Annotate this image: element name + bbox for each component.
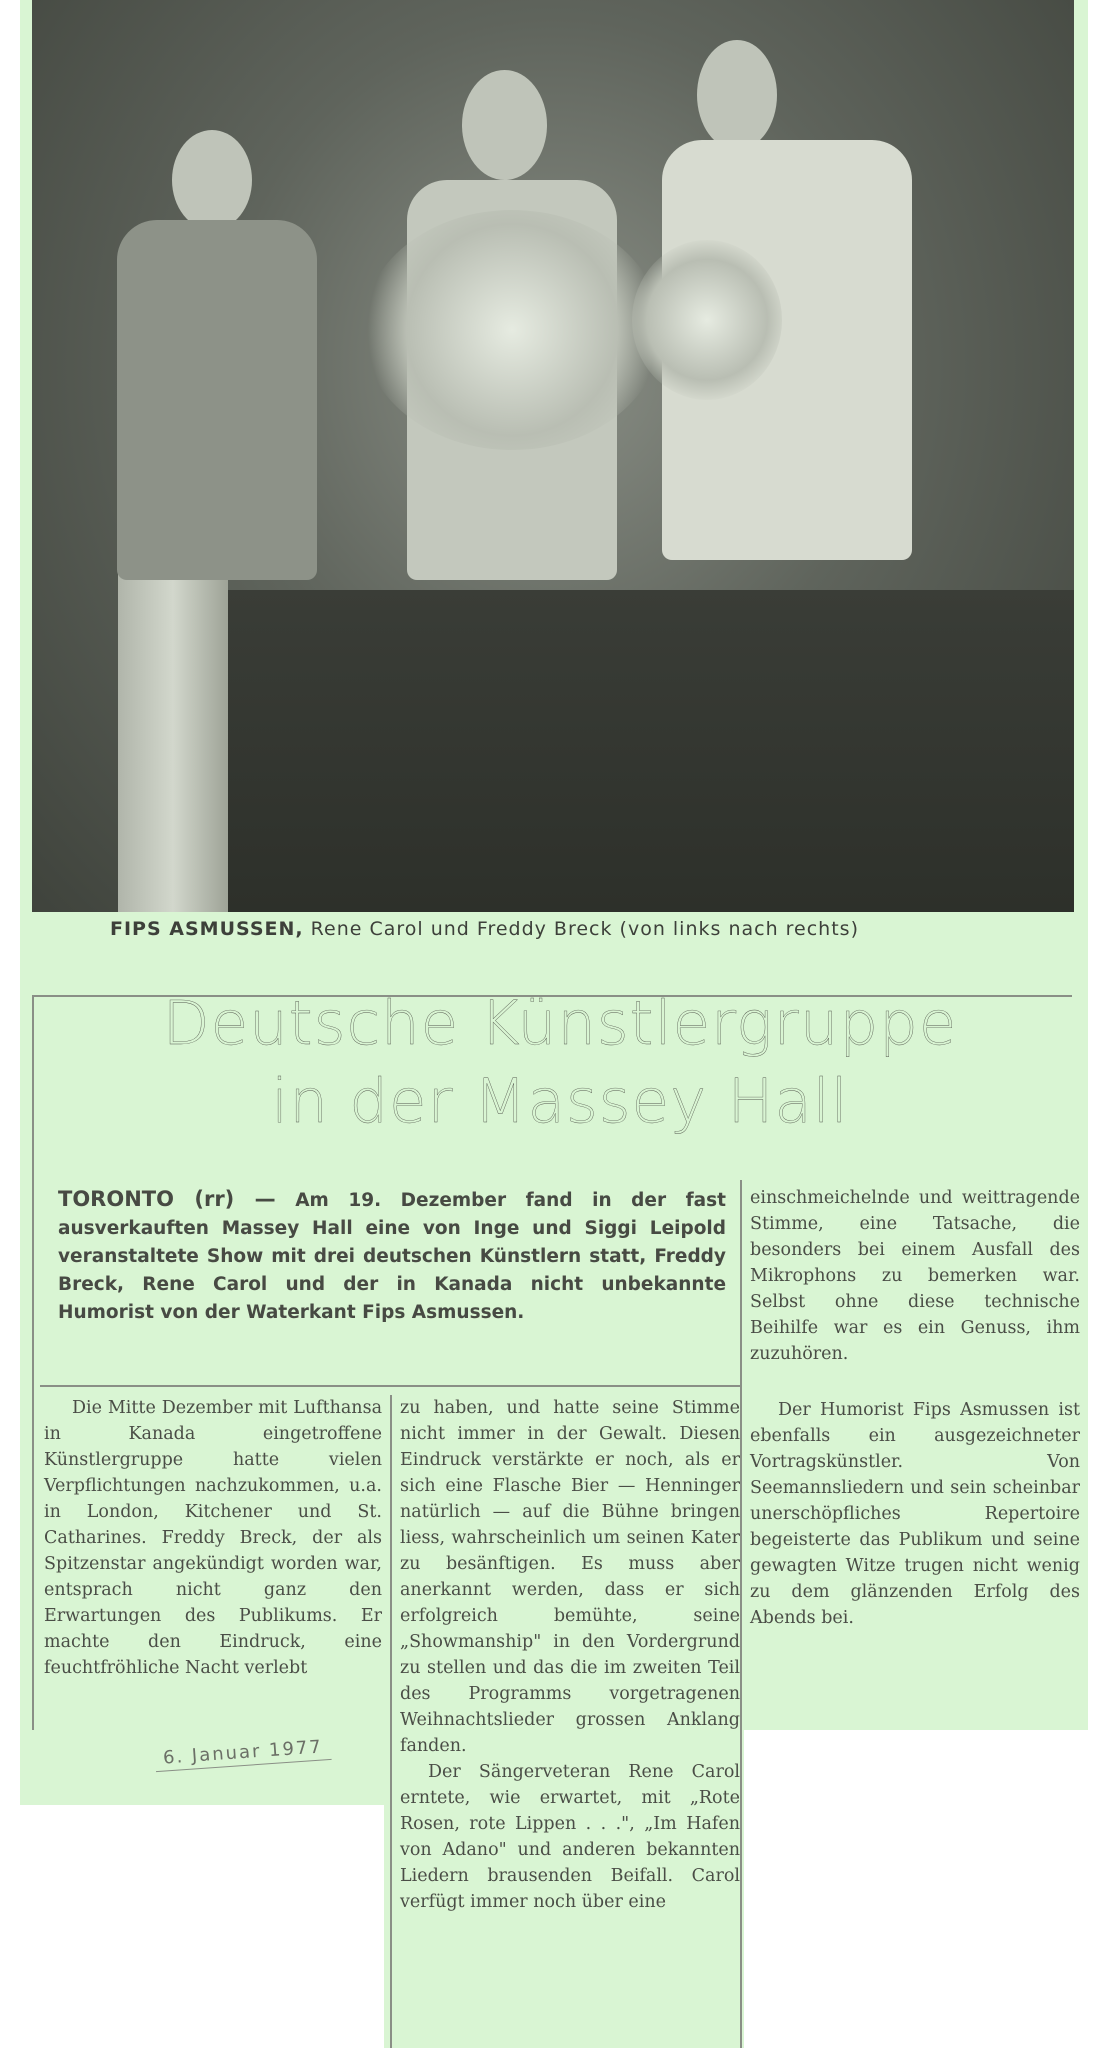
article-column-2 <box>400 1395 740 1915</box>
person-left-body <box>117 220 317 580</box>
press-photo <box>32 0 1074 912</box>
flower-bouquet-small <box>632 240 782 400</box>
caption-text: Rene Carol und Freddy Breck (von links nach rechts) <box>310 918 859 940</box>
column-2-paragraph-1: zu haben, und hatte seine Stimme nicht immer in der Gewalt. Diesen Eindruck verstärkte er noch, als er sich eine Flasche Bier — Henninger natürlich — auf die Bühne bringen liess, wahrscheinlich um seinen Kater zu besänftigen. Es muss aber anerkannt werden, dass er sich erfolgreich bemühte, seine „Showmanship" in den Vordergrund zu stellen und das die im zweiten Teil des Programms vorgetragenen Weihnachtslieder grossen Anklang fanden. <box>400 1398 740 1756</box>
person-right-head <box>697 40 777 150</box>
stage <box>212 590 1074 912</box>
lead-text: Am 19. Dezember fand in der fast ausverkauften Massey Hall eine von Inge und Siggi Leipold veranstaltete Show mit drei deutschen Künstlern statt, Freddy Breck, Rene Carol und der in Kanada nicht unbekannte Humorist von der Waterkant Fips Asmussen. <box>58 1190 726 1323</box>
caption-names: FIPS ASMUSSEN, <box>110 918 304 940</box>
person-left-head <box>172 130 252 230</box>
photo-caption <box>110 918 1070 940</box>
column-rule-right <box>740 1180 742 2048</box>
divider-left <box>32 995 34 1730</box>
headline <box>40 985 1080 1141</box>
dateline: TORONTO (rr) — <box>58 1187 276 1211</box>
column-1-text: Die Mitte Dezember mit Lufthansa in Kanada eingetroffene Künstlergruppe hatte vielen Verpflichtungen nachzukommen, u.a. in London, Kitchener und St. Catharines. Freddy Breck, der als Spitzenstar angekündigt worden war, entsprach nicht ganz den Erwartungen des Publikums. Er machte den Eindruck, eine feuchtfröhliche Nacht verlebt <box>44 1398 382 1678</box>
column-3-paragraph-1: einschmeichelnde und weittragende Stimme, eine Tatsache, die besonders bei einem Ausfall des Mikrophons zu bemerken war. Selbst ohne diese technische Beihilfe war es ein Genuss, ihm zuzuhören. <box>750 1188 1080 1364</box>
article-column-1 <box>44 1395 382 1681</box>
column-rule-middle <box>390 1395 392 2048</box>
column-3-paragraph-2: Der Humorist Fips Asmussen ist ebenfalls ein ausgezeichneter Vortragskünstler. Von Seemannsliedern und sein scheinbar unerschöpfliches Repertoire begeisterte das Publikum und seine gewagten Witze trugen nicht wenig zu dem glänzenden Erfolg des Abends bei. <box>750 1400 1080 1628</box>
lead-paragraph <box>58 1185 726 1327</box>
person-middle-head <box>462 70 547 180</box>
lead-divider <box>40 1385 740 1387</box>
flower-bouquet <box>362 210 662 450</box>
column-2-paragraph-2: Der Sängerveteran Rene Carol erntete, wie erwartet, mit „Rote Rosen, rote Lippen . . .", „Im Hafen von Adano" und anderen bekannten Liedern brausenden Beifall. Carol verfügt immer noch über eine <box>400 1762 740 1912</box>
date-stamp: 6. Januar 1977 <box>154 1736 331 1772</box>
headline-line-1: Deutsche Künstlergruppe <box>162 988 958 1059</box>
headline-line-2: in der Massey Hall <box>271 1066 849 1137</box>
article-column-3 <box>750 1185 1080 1631</box>
